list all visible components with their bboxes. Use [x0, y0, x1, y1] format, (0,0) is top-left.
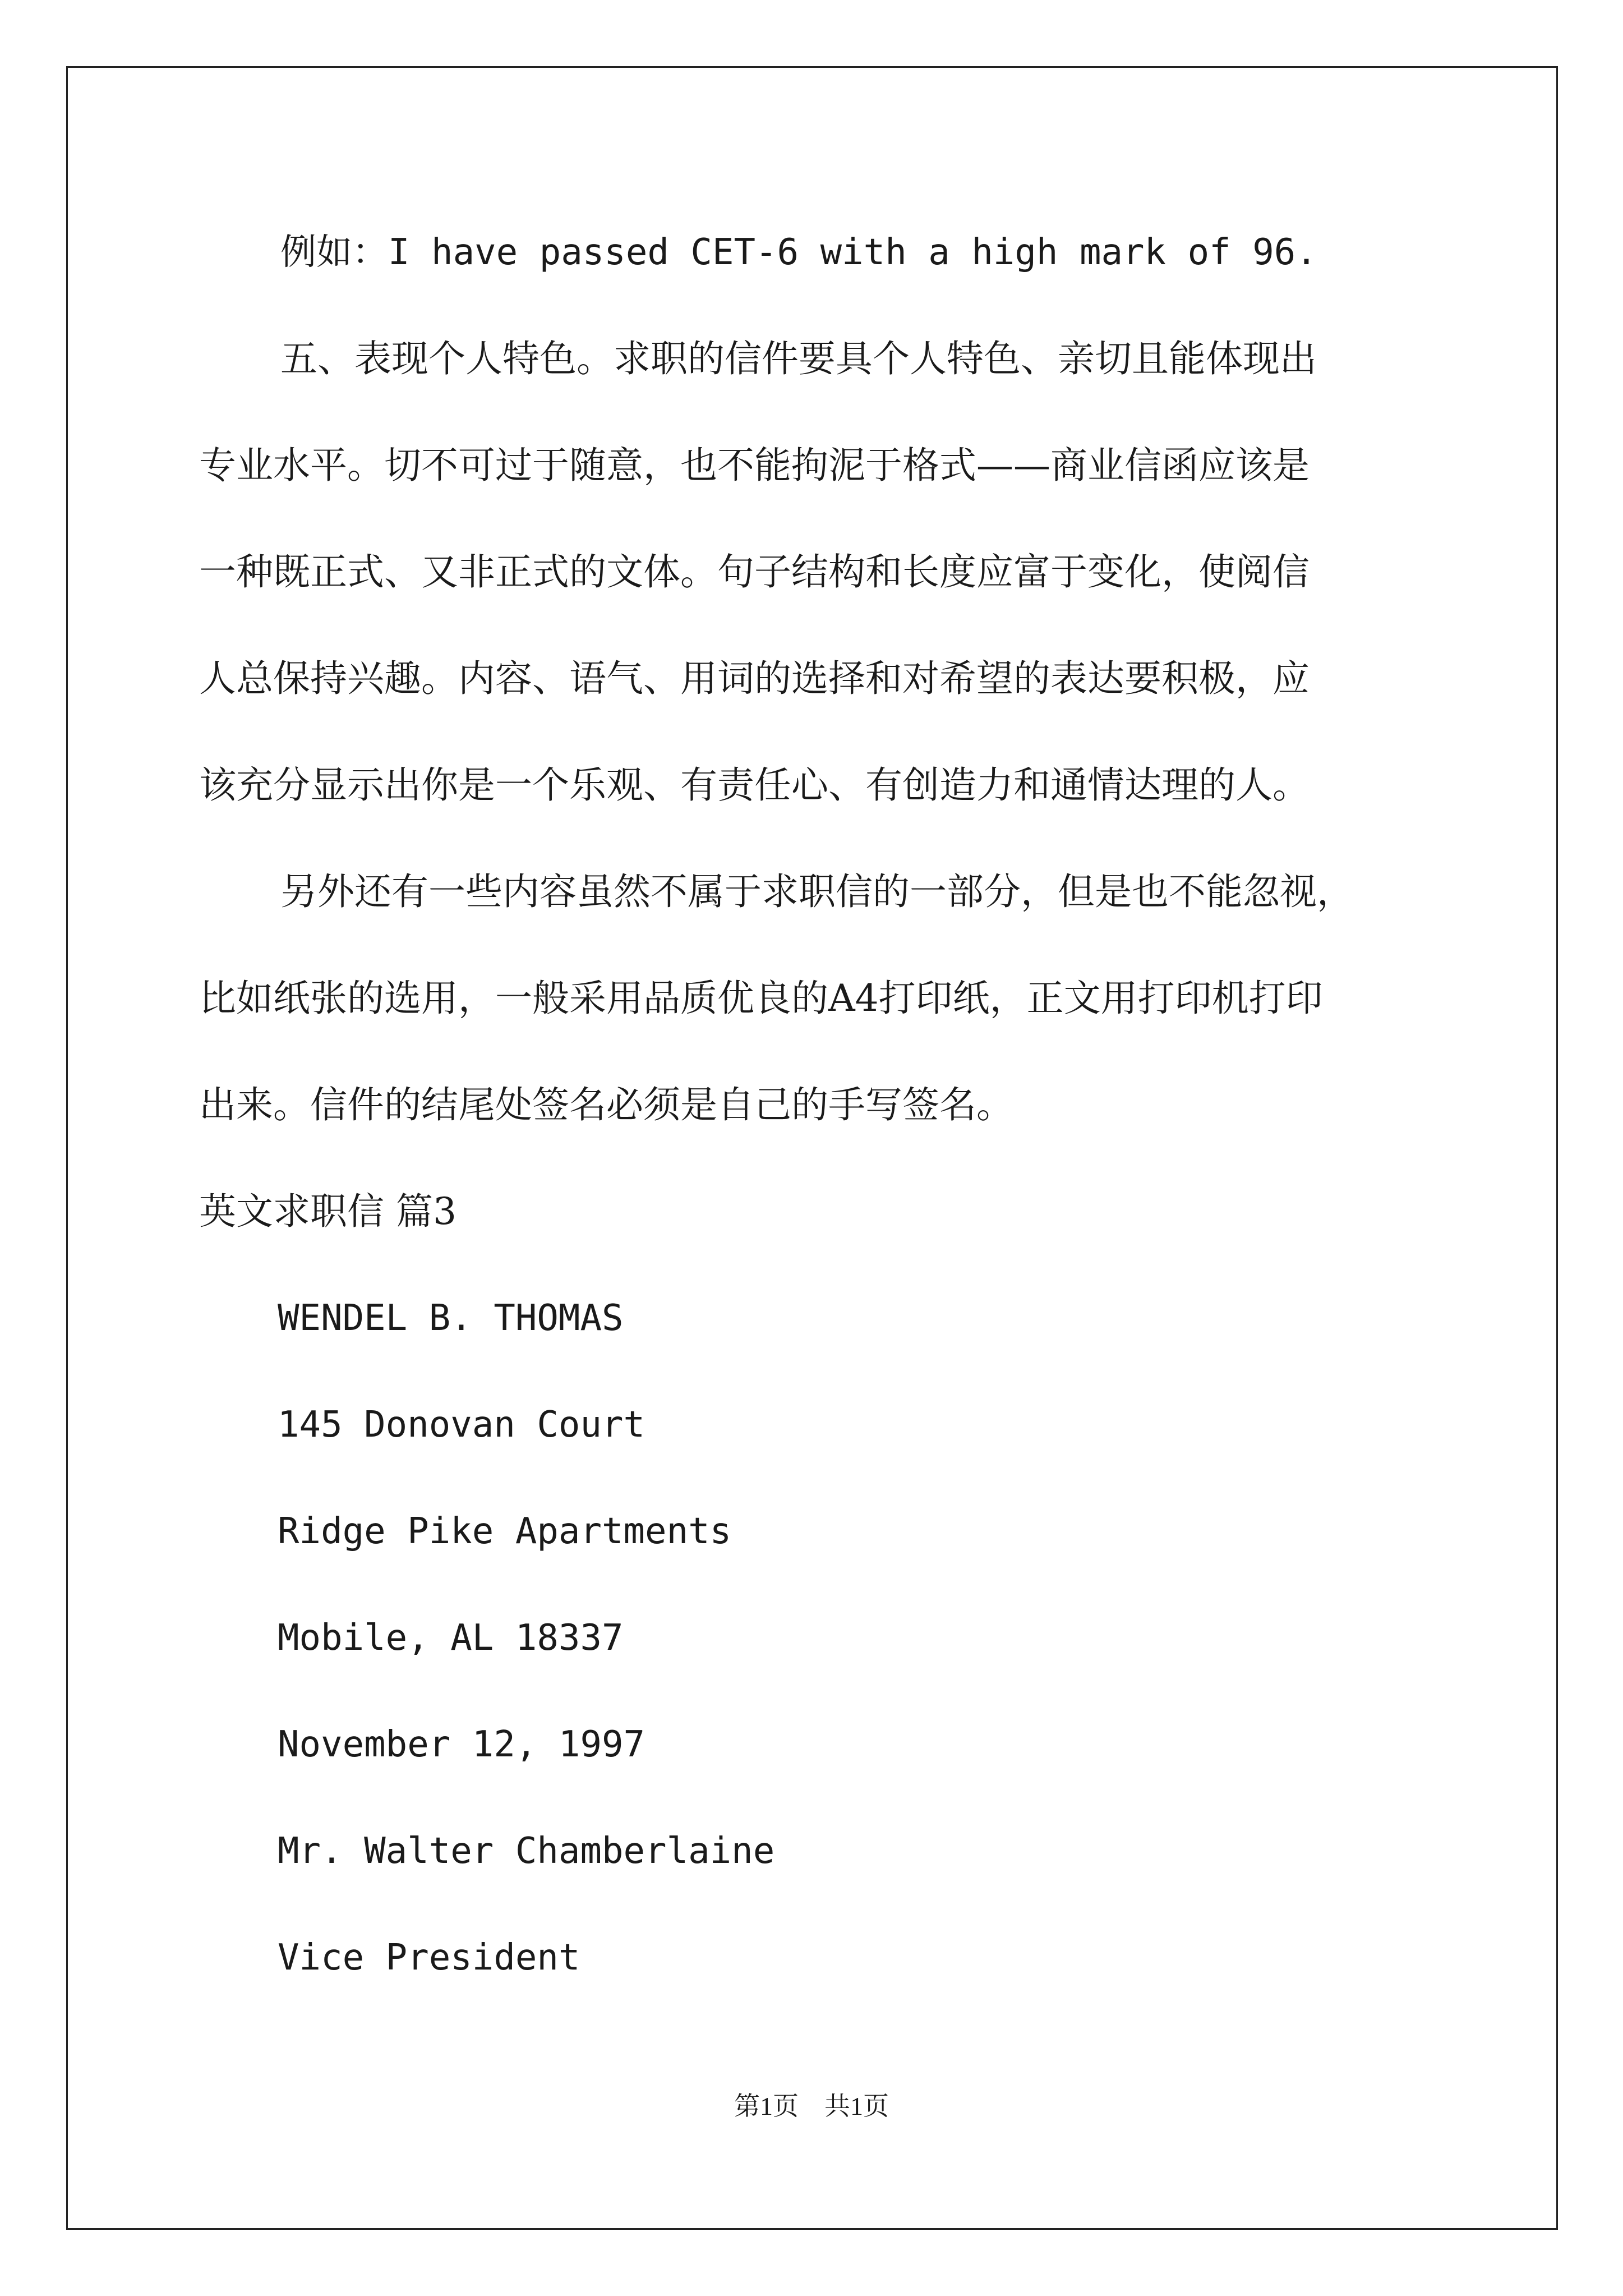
section-heading: 英文求职信 篇3	[199, 1190, 457, 1233]
paragraph-line: 五、表现个人特色。求职的信件要具个人特色、亲切且能体现出	[280, 337, 1317, 380]
paragraph-line: 该充分显示出你是一个乐观、有责任心、有创造力和通情达理的人。	[199, 763, 1310, 807]
letter-line: WENDEL B. THOMAS	[278, 1297, 624, 1339]
page-border	[66, 66, 1558, 2230]
letter-line: Mr. Walter Chamberlaine	[278, 1830, 775, 1872]
example-line: 例如：I have passed CET-6 with a high mark of 96.	[280, 232, 1317, 273]
page-footer: 第1页 共1页	[734, 2092, 889, 2120]
letter-line: November 12, 1997	[278, 1724, 645, 1765]
letter-line: Mobile, AL 18337	[278, 1617, 624, 1659]
paragraph-line: 出来。信件的结尾处签名必须是自己的手写签名。	[199, 1083, 1013, 1126]
paragraph-line: 人总保持兴趣。内容、语气、用词的选择和对希望的表达要积极，应	[199, 657, 1310, 700]
letter-line: Ridge Pike Apartments	[278, 1511, 732, 1552]
paragraph-line: 比如纸张的选用，一般采用品质优良的A4打印纸，正文用打印机打印	[199, 977, 1323, 1020]
paragraph-line: 专业水平。切不可过于随意，也不能拘泥于格式——商业信函应该是	[199, 444, 1310, 487]
paragraph-line: 一种既正式、又非正式的文体。句子结构和长度应富于变化，使阅信	[199, 550, 1310, 593]
letter-line: 145 Donovan Court	[278, 1404, 645, 1446]
letter-line: Vice President	[278, 1937, 580, 1978]
paragraph-line: 另外还有一些内容虽然不属于求职信的一部分，但是也不能忽视，	[280, 870, 1354, 913]
